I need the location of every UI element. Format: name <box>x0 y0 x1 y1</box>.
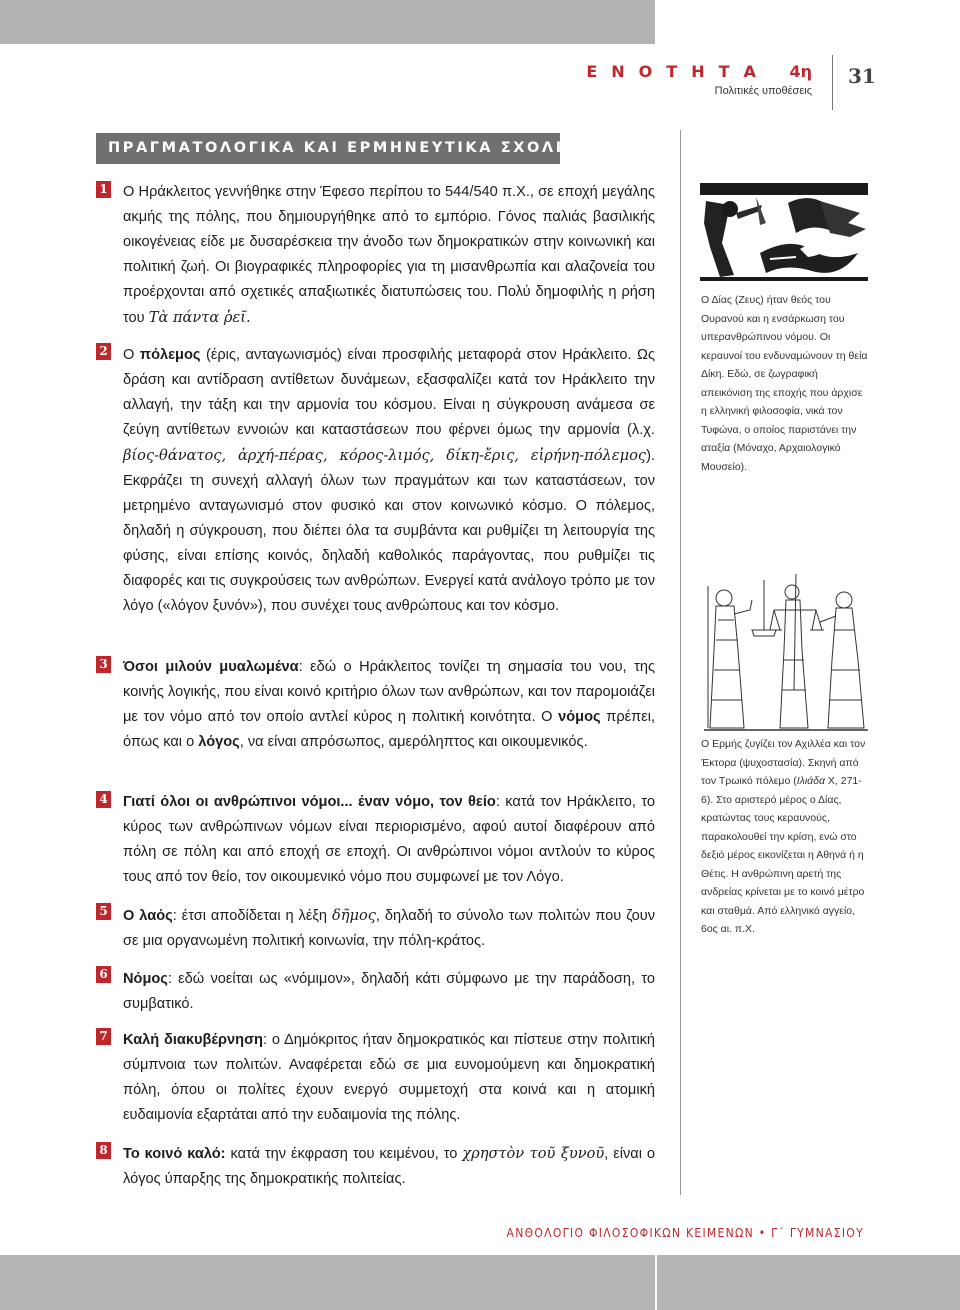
unit-subtitle: Πολιτικές υποθέσεις <box>714 85 812 97</box>
work-title: Ιλιάδα <box>796 775 825 787</box>
header-divider <box>832 55 833 110</box>
note-number-badge: 1 <box>96 181 111 198</box>
note-3: Όσοι μιλούν μυαλωμένα: εδώ ο Ηράκλειτος τονίζει τη σημασία του νου, της κοινής λογικής, που είναι κοινό κριτήριο όλων των ανθρώπων, και τον παρομοιάζει με τον νόμο από τον οποίο αντλεί κύρος η πολιτική κοινότητα. Ο νόμος πρέπει, όπως και ο λόγος, να είναι απρόσωπος, αμερόληπτος και οικουμενικός. <box>123 659 655 750</box>
caption-psychostasia: Ο Ερμής ζυγίζει τον Αχιλλέα και τον Έκτορα (ψυχοστασία). Σκηνή από τον Τρωικό πόλεμο (Ιλιάδα Χ, 271-6). Στο αριστερό μέρος ο Δίας, κρατώντας τους κεραυνούς, παρακολουθεί την κρίση, ενώ στο δεξιό μέρος εικονίζεται η Αθηνά ή η Θέτις. Η ανθρώπινη αρετή της ανδρείας κρίνεται με το κοινό μέτρο και σταθμά. Από ελληνικό αγγείο, 6ος αι. π.Χ. <box>701 738 866 935</box>
note-number-badge: 5 <box>96 903 111 920</box>
term: λόγος <box>198 734 240 750</box>
bottom-bar-divider <box>655 1255 657 1310</box>
zeus-typhon-vase-image <box>700 183 868 283</box>
greek-quote: Τὰ πάντα ῥεῖ. <box>148 309 251 326</box>
note-number-badge: 3 <box>96 656 111 673</box>
term: Το κοινό καλό: <box>123 1146 226 1162</box>
top-gray-bar <box>0 0 655 44</box>
bottom-gray-bar <box>0 1255 960 1310</box>
term: Γιατί όλοι οι ανθρώπινοι νόμοι... έναν νόμο, τον θείο <box>123 794 496 810</box>
greek-word: δῆμος <box>331 907 376 924</box>
note-1: Ο Ηράκλειτος γεννήθηκε στην Έφεσο περίπου το 544/540 π.Χ., σε εποχή μεγάλης ακμής της πόλης, που δημιουργήθηκε από το εμπόριο. Γόνος παλιάς βασιλικής οικογένειας είδε με δυσαρέσκεια την άνοδο των δημοκρατικών στην κοινωνική και πολιτική ζωή. Οι βιογραφικές πληροφορίες για τη μισανθρωπία και αλαζονεία του προέρχονται από σχετικές απαξιωτικές διατυπώσεις του. Πολύ δημοφιλής η ρήση του Τὰ πάντα ῥεῖ. <box>123 184 655 326</box>
term: Νόμος <box>123 971 168 987</box>
unit-number: 4η <box>789 62 812 81</box>
note-2: Ο πόλεμος (έρις, ανταγωνισμός) είναι προσφιλής μεταφορά στον Ηράκλειτο. Ως δράση και αντίδραση αντίθετων δυνάμεων, εξασφαλίζει κατά τον Ηράκλειτο την αλλαγή, την τάξη και την αρμονία του κόσμου. Είναι η σύγκρουση ανάμεσα σε ζεύγη αντίθετων εννοιών και καταστάσεων που φέρνει όμως την αρμονία (λ.χ. βίος-θάνατος, ἀρχή-πέρας, κόρος-λιμός, δίκη-ἔρις, εἰρήνη-πόλεμος). Εκφράζει τη συνεχή αλλαγή όλων των πραγμάτων και των καταστάσεων, τον μετρημένο ανταγωνισμό στον φυσικό και στον κοινωνικό κόσμο. Ο πόλεμος, δηλαδή η σύγκρουση, που διέπει όλα τα συμβάντα και ρυθμίζει τη λειτουργία της φύσης, είναι επίσης κοινός, δηλαδή καθολικός παράγοντας, που ρυθμίζει τις διαφορές και τις συγκρούσεις των ανθρώπων. Ενεργεί κατά ανάλογο τρόπο με τον λόγο («λόγον ξυνόν»), που συνέχει τους ανθρώπους και τον κόσμο. <box>123 347 656 614</box>
term: πόλεμος <box>139 347 201 363</box>
greek-phrase: χρηστὸν τοῦ ξυνοῦ <box>462 1145 605 1162</box>
unit-title <box>586 62 812 81</box>
note-number-badge: 4 <box>96 791 111 808</box>
note-number-badge: 6 <box>96 966 111 983</box>
section-title: ΠΡΑΓΜΑΤΟΛΟΓΙΚΑ ΚΑΙ ΕΡΜΗΝΕΥΤΙΚΑ ΣΧΟΛΙΑ <box>96 133 560 164</box>
term: Ο λαός <box>123 908 173 924</box>
term: Καλή διακυβέρνηση <box>123 1032 263 1048</box>
unit-letters: ΕΝΟΤΗΤΑ <box>586 62 770 81</box>
book-title-footer: ΑΝΘΟΛΟΓΙΟ ΦΙΛΟΣΟΦΙΚΩΝ ΚΕΙΜΕΝΩΝ • Γ΄ ΓΥΜΝΑΣΙΟΥ <box>506 1226 864 1240</box>
caption-zeus-typhon: Ο Δίας (Ζευς) ήταν θεός του Ουρανού και η ενσάρκωση του υπερανθρώπινου νόμου. Οι κεραυνοί του ενδυναμώνουν τη θεία Δίκη. Εδώ, σε ζωγραφική απεικόνιση της εποχής που άρχισε η ελληνική φιλοσοφία, νικά τον Τυφώνα, ο οποίος παριστάνει την αταξία (Μόναχο, Αρχαιολογικό Μουσείο). <box>701 294 868 473</box>
note-number-badge: 2 <box>96 343 111 360</box>
note-6: Νόμος: εδώ νοείται ως «νόμιμον», δηλαδή κάτι σύμφωνο με την παράδοση, το συμβατικό. <box>123 971 655 1012</box>
note-number-badge: 8 <box>96 1142 111 1159</box>
note-5: Ο λαός: έτσι αποδίδεται η λέξη δῆμος, δηλαδή το σύνολο των πολιτών που ζουν σε μια οργανωμένη πολιτική κοινωνία, την πόλη-κράτος. <box>123 907 655 949</box>
psychostasia-vase-image <box>704 570 868 732</box>
term: Όσοι μιλούν μυαλωμένα <box>123 659 299 675</box>
note-number-badge: 7 <box>96 1028 111 1045</box>
note-7: Καλή διακυβέρνηση: ο Δημόκριτος ήταν δημοκρατικός και πίστευε στην πολιτική σύμπνοια των πολιτών. Αναφέρεται εδώ σε μια ευνομούμενη και δημοκρατική πόλη, όπου οι πολίτες έχουν ενεργό συμμετοχή στα κοινά και η ατομική ευδαιμονία εξαρτάται από την ευδαιμονία της πόλης. <box>123 1032 655 1123</box>
note-4: Γιατί όλοι οι ανθρώπινοι νόμοι... έναν νόμο, τον θείο: κατά τον Ηράκλειτο, το κύρος των ανθρώπινων νόμων είναι περιορισμένο, αφού αυτοί διαφέρουν από πόλη σε πόλη και από εποχή σε εποχή. Οι ανθρώπινοι νόμοι αντλούν το κύρος τους από τον θείο, τον οικουμενικό νόμο που συμφωνεί με τον Λόγο. <box>123 794 655 885</box>
note-8: Το κοινό καλό: κατά την έκφραση του κειμένου, το χρηστὸν τοῦ ξυνοῦ, είναι ο λόγος ύπαρξης της δημοκρατικής πολιτείας. <box>123 1145 655 1187</box>
term: νόμος <box>558 709 601 725</box>
sidebar-divider <box>680 130 681 1195</box>
page-number: 31 <box>848 64 876 88</box>
greek-terms: βίος-θάνατος, ἀρχή-πέρας, κόρος-λιμός, δίκη-ἔρις, εἰρήνη-πόλεμος <box>123 447 647 464</box>
